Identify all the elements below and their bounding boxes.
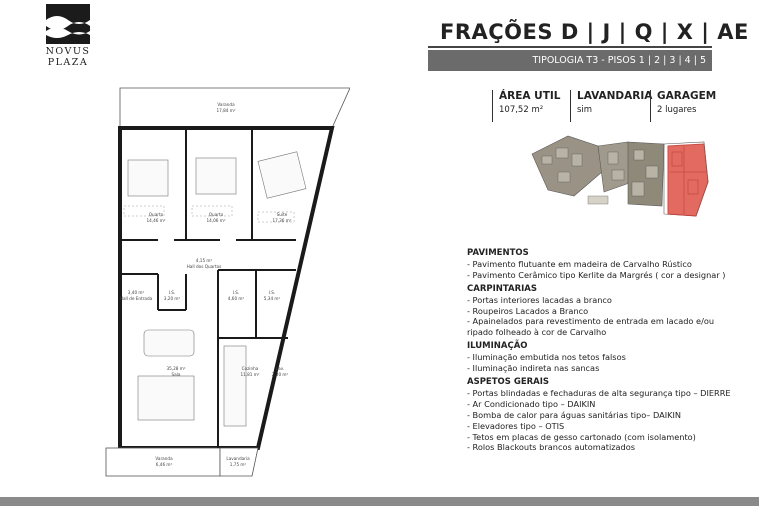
spec-laundry <box>570 90 652 122</box>
page-title: FRAÇÕES D | J | Q | X | AE <box>440 20 749 44</box>
room-area-quarto: 14,06 m² <box>206 218 226 223</box>
room-label-quarto: Quarto <box>148 212 164 217</box>
typology-bar <box>428 50 712 71</box>
list-item: - Apainelados para revestimento de entrada em lacado e/ou ripado folheado à cor de Carvalho <box>467 316 715 338</box>
spec-laundry-label: LAVANDARIA <box>577 90 653 102</box>
list-item: - Pavimento Cerâmico tipo Kerlite da Margrés ( cor a designar ) <box>467 269 726 280</box>
room-area-is: 5,34 m² <box>263 296 281 301</box>
brand-line-1: NOVUS <box>45 46 91 57</box>
building-key-plan <box>528 132 724 218</box>
footer-bar <box>0 497 759 506</box>
list-item: - Roupeiros Lacados a Branco <box>467 305 589 316</box>
floor-plan <box>100 84 350 480</box>
room-label-quarto: Quarto <box>208 212 224 217</box>
list-item: - Bomba de calor para águas sanitárias tipo– DAIKIN <box>467 409 682 420</box>
room-area-varanda: 17,84 m² <box>216 108 236 113</box>
logo-wave-icon <box>46 4 90 44</box>
room-area-is: 4,60 m² <box>227 296 245 301</box>
spec-area <box>492 90 560 122</box>
list-item: - Pavimento flutuante em madeira de Carvalho Rústico <box>467 258 692 269</box>
room-area-cozinha: 11,81 m² <box>240 372 260 377</box>
room-label-cozinha: Cozinha <box>241 366 259 371</box>
typology-text: TIPOLOGIA T3 - PISOS 1 | 2 | 3 | 4 | 5 <box>532 55 706 66</box>
room-label-varanda: Varanda <box>155 456 173 461</box>
spec-laundry-value: sim <box>577 105 593 115</box>
room-area-varanda: 6,46 m² <box>155 462 173 467</box>
spec-area-value: 107,52 m² <box>499 105 544 115</box>
section-heading-aspetos: ASPETOS GERAIS <box>467 376 550 387</box>
room-area-hall: 4,15 m² <box>195 258 213 263</box>
room-area-suite: 17,36 m² <box>272 218 292 223</box>
room-area-quarto: 14,46 m² <box>146 218 166 223</box>
room-label-is: I.S. <box>232 290 240 295</box>
list-item: - Elevadores tipo – OTIS <box>467 420 565 431</box>
room-label-hall: Hall dos Quartos <box>186 264 222 269</box>
spec-garage-value: 2 lugares <box>657 105 697 115</box>
list-item: - Iluminação indireta nas sancas <box>467 363 600 374</box>
brand-line-2: PLAZA <box>47 57 89 68</box>
list-item: - Tetos em placas de gesso cartonado (com isolamento) <box>467 431 696 442</box>
list-item: - Portas blindadas e fechaduras de alta segurança tipo – DIERRE <box>467 387 731 398</box>
room-label-lav: Lav. <box>275 366 285 371</box>
room-label-lavandaria: Lavandaria <box>226 456 250 461</box>
room-label-is: I.S. <box>268 290 276 295</box>
section-heading-carpintarias: CARPINTARIAS <box>467 283 537 294</box>
list-item: - Portas interiores lacadas a branco <box>467 294 612 305</box>
spec-garage <box>650 90 716 122</box>
room-area-lav: 2,30 m² <box>271 372 289 377</box>
brand-name <box>36 46 100 68</box>
spec-garage-label: GARAGEM <box>657 90 717 102</box>
room-area-lavandaria: 1,75 m² <box>229 462 247 467</box>
room-label-suite: Suite <box>276 212 288 217</box>
section-heading-iluminacao: ILUMINAÇÃO <box>467 341 528 352</box>
room-area-is: 3,20 m² <box>163 296 181 301</box>
room-label-hall-entrada: Hall de Entrada <box>119 296 153 301</box>
room-area-sala: 35,28 m² <box>166 366 186 371</box>
room-area-hall-entrada: 3,40 m² <box>127 290 145 295</box>
specifications-list <box>467 248 757 453</box>
list-item: - Ar Condicionado tipo – DAIKIN <box>467 398 596 409</box>
title-divider <box>428 46 712 48</box>
section-heading-pavimentos: PAVIMENTOS <box>467 248 529 258</box>
room-label-sala: Sala <box>171 372 181 377</box>
spec-area-label: ÁREA UTIL <box>499 90 561 102</box>
room-label-varanda: Varanda <box>217 102 235 107</box>
list-item: - Iluminação embutida nos tetos falsos <box>467 352 626 363</box>
list-item: - Rolos Blackouts brancos automatizados <box>467 442 636 453</box>
room-label-is: I.S. <box>168 290 176 295</box>
